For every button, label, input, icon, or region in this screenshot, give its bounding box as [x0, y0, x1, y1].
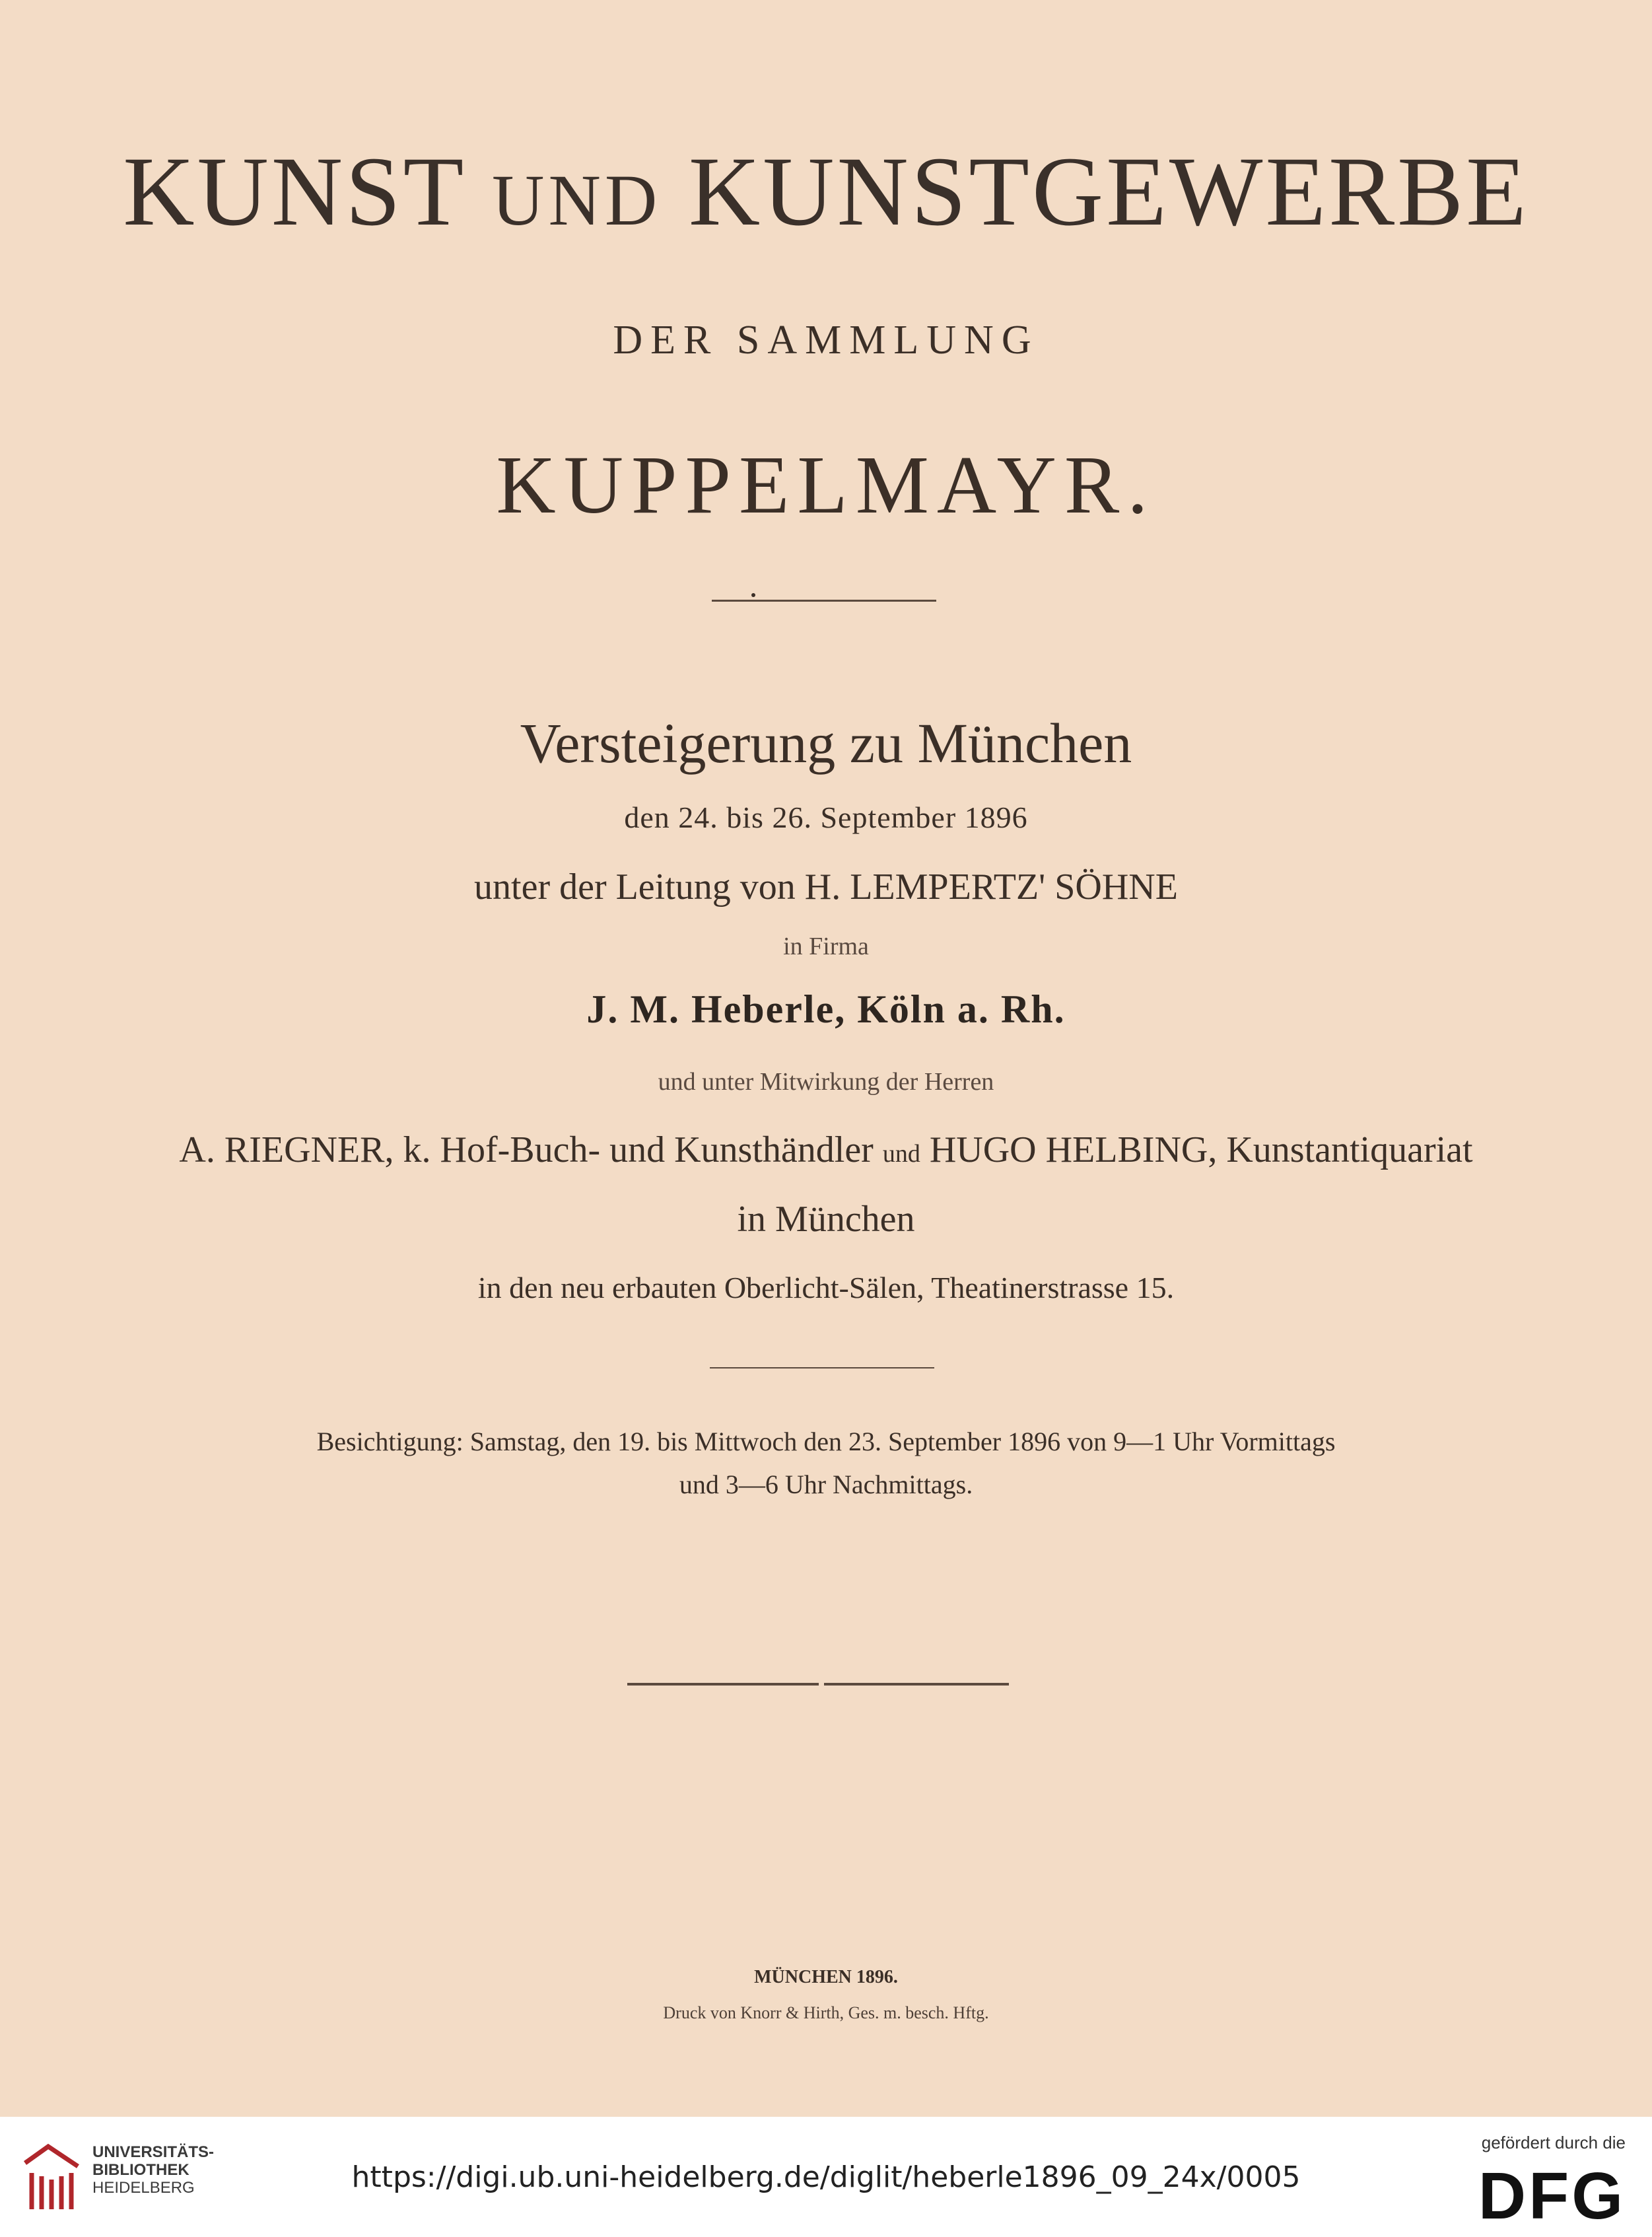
venue-line: in den neu erbauten Oberlicht-Sälen, Theatinerstrasse 15.: [477, 1271, 1175, 1304]
firm-name: J. M. Heberle, Köln a. Rh.: [586, 987, 1066, 1031]
partners-line: [0, 1126, 1652, 1178]
funding-note: gefördert durch die: [1481, 2133, 1626, 2152]
imprint-printer: Druck von Knorr & Hirth, Ges. m. besch. Hftg.: [663, 2003, 989, 2022]
library-name-line-2: BIBLIOTHEK: [92, 2161, 189, 2179]
divider-middle: [710, 1367, 934, 1368]
main-title: [0, 135, 1652, 256]
library-name-line-3: HEIDELBERG: [92, 2179, 195, 2197]
collection-name: KUPPELMAYR.: [496, 440, 1156, 531]
viewer-footer: [0, 2117, 1652, 2237]
divider-top: [712, 600, 936, 602]
cooperation-line: und unter Mitwirkung der Herren: [658, 1068, 994, 1096]
imprint-place-year: MÜNCHEN 1896.: [754, 1967, 898, 1987]
title-kunstgewerbe: KUNSTGEWERBE: [688, 137, 1529, 246]
auction-direction: unter der Leitung von H. LEMPERTZ' SÖHNE: [474, 867, 1178, 907]
divider-bottom-right: [824, 1683, 1009, 1686]
partner-riegner: A. RIEGNER, k. Hof-Buch- und Kunsthändler: [179, 1129, 874, 1170]
city-line: in München: [737, 1199, 915, 1240]
divider-bottom-left: [627, 1683, 819, 1686]
auction-dates: den 24. bis 26. September 1896: [624, 800, 1028, 834]
subtitle: DER SAMMLUNG: [613, 318, 1039, 363]
viewing-line-2: und 3—6 Uhr Nachmittags.: [679, 1470, 973, 1499]
partners-und: und: [882, 1140, 920, 1168]
viewing-line-1: Besichtigung: Samstag, den 19. bis Mittwoch den 23. September 1896 von 9—1 Uhr Vormittags: [316, 1427, 1336, 1456]
auction-heading: Versteigerung zu München: [520, 711, 1132, 775]
title-und: UND: [492, 160, 662, 240]
title-kunst: KUNST: [123, 137, 465, 246]
partner-helbing: HUGO HELBING, Kunstantiquariat: [929, 1129, 1473, 1170]
divider-dot: [751, 593, 755, 597]
firm-label: in Firma: [783, 933, 869, 960]
document-url[interactable]: https://digi.ub.uni-heidelberg.de/diglit/heberle1896_09_24x/0005: [351, 2160, 1301, 2194]
library-name-line-1: UNIVERSITÄTS-: [92, 2143, 215, 2161]
dfg-logo: DFG: [1478, 2159, 1626, 2233]
